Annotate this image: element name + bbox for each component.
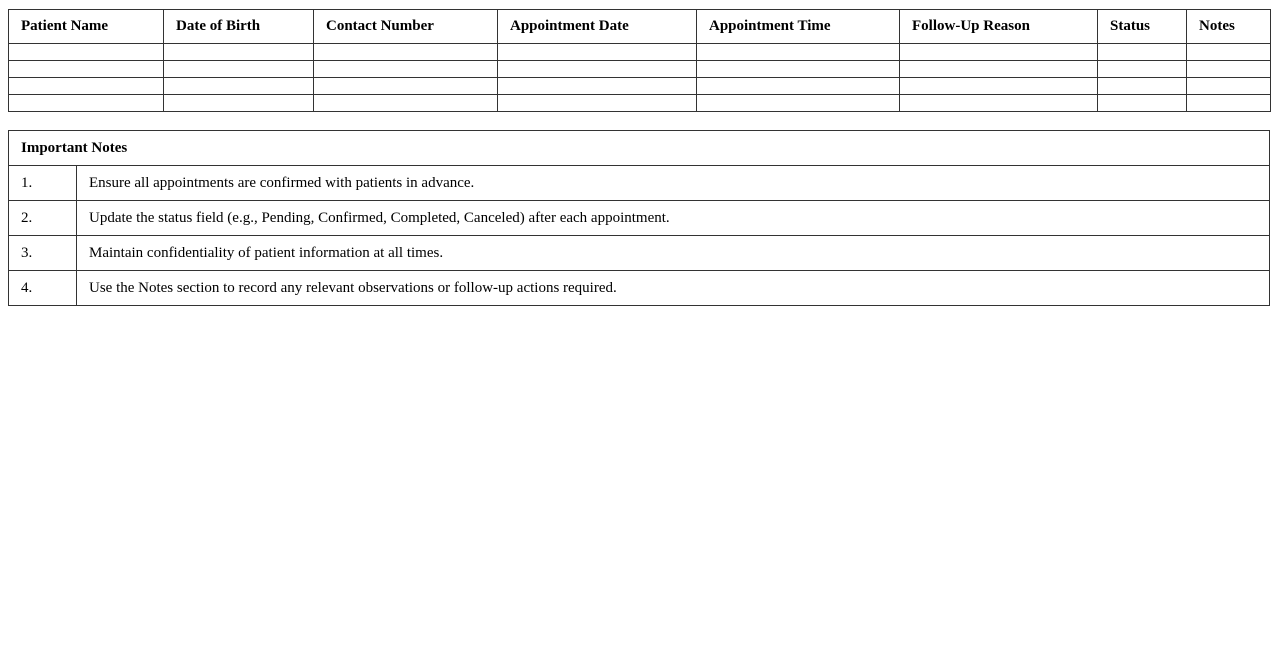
- table-cell[interactable]: [164, 44, 314, 61]
- note-number: 2.: [9, 201, 77, 236]
- table-cell[interactable]: [697, 95, 900, 112]
- col-contact-number: Contact Number: [314, 10, 498, 44]
- table-cell[interactable]: [1098, 61, 1187, 78]
- col-notes: Notes: [1187, 10, 1271, 44]
- table-cell[interactable]: [1187, 61, 1271, 78]
- note-text: Update the status field (e.g., Pending, Confirmed, Completed, Canceled) after each appointment.: [77, 201, 1270, 236]
- table-row: [9, 95, 1271, 112]
- table-cell[interactable]: [9, 61, 164, 78]
- note-text: Maintain confidentiality of patient information at all times.: [77, 236, 1270, 271]
- table-cell[interactable]: [9, 95, 164, 112]
- table-cell[interactable]: [1098, 44, 1187, 61]
- table-cell[interactable]: [164, 61, 314, 78]
- col-follow-up-reason: Follow-Up Reason: [900, 10, 1098, 44]
- table-cell[interactable]: [314, 95, 498, 112]
- notes-title: Important Notes: [9, 131, 1270, 166]
- table-cell[interactable]: [900, 61, 1098, 78]
- table-row: [9, 61, 1271, 78]
- table-cell[interactable]: [498, 44, 697, 61]
- note-number: 3.: [9, 236, 77, 271]
- table-cell[interactable]: [9, 78, 164, 95]
- table-cell[interactable]: [164, 95, 314, 112]
- note-row: [9, 201, 1270, 236]
- table-cell[interactable]: [1187, 95, 1271, 112]
- table-cell[interactable]: [900, 44, 1098, 61]
- note-text: Use the Notes section to record any relevant observations or follow-up actions required.: [77, 271, 1270, 306]
- table-cell[interactable]: [498, 61, 697, 78]
- table-row: [9, 78, 1271, 95]
- table-cell[interactable]: [1187, 78, 1271, 95]
- table-cell[interactable]: [498, 95, 697, 112]
- table-cell[interactable]: [9, 44, 164, 61]
- col-appointment-date: Appointment Date: [498, 10, 697, 44]
- table-cell[interactable]: [314, 44, 498, 61]
- col-appointment-time: Appointment Time: [697, 10, 900, 44]
- note-number: 4.: [9, 271, 77, 306]
- col-date-of-birth: Date of Birth: [164, 10, 314, 44]
- table-cell[interactable]: [1098, 78, 1187, 95]
- table-cell[interactable]: [900, 78, 1098, 95]
- col-patient-name: Patient Name: [9, 10, 164, 44]
- note-row: [9, 271, 1270, 306]
- table-cell[interactable]: [1187, 44, 1271, 61]
- note-text: Ensure all appointments are confirmed with patients in advance.: [77, 166, 1270, 201]
- col-status: Status: [1098, 10, 1187, 44]
- table-cell[interactable]: [697, 61, 900, 78]
- table-cell[interactable]: [498, 78, 697, 95]
- table-cell[interactable]: [697, 78, 900, 95]
- important-notes-table: [8, 130, 1270, 306]
- table-cell[interactable]: [697, 44, 900, 61]
- table-row: [9, 44, 1271, 61]
- table-cell[interactable]: [314, 61, 498, 78]
- note-row: [9, 236, 1270, 271]
- table-cell[interactable]: [900, 95, 1098, 112]
- note-row: [9, 166, 1270, 201]
- table-cell[interactable]: [1098, 95, 1187, 112]
- appointments-table: [8, 9, 1271, 112]
- header-row: [9, 10, 1271, 44]
- table-cell[interactable]: [314, 78, 498, 95]
- note-number: 1.: [9, 166, 77, 201]
- table-cell[interactable]: [164, 78, 314, 95]
